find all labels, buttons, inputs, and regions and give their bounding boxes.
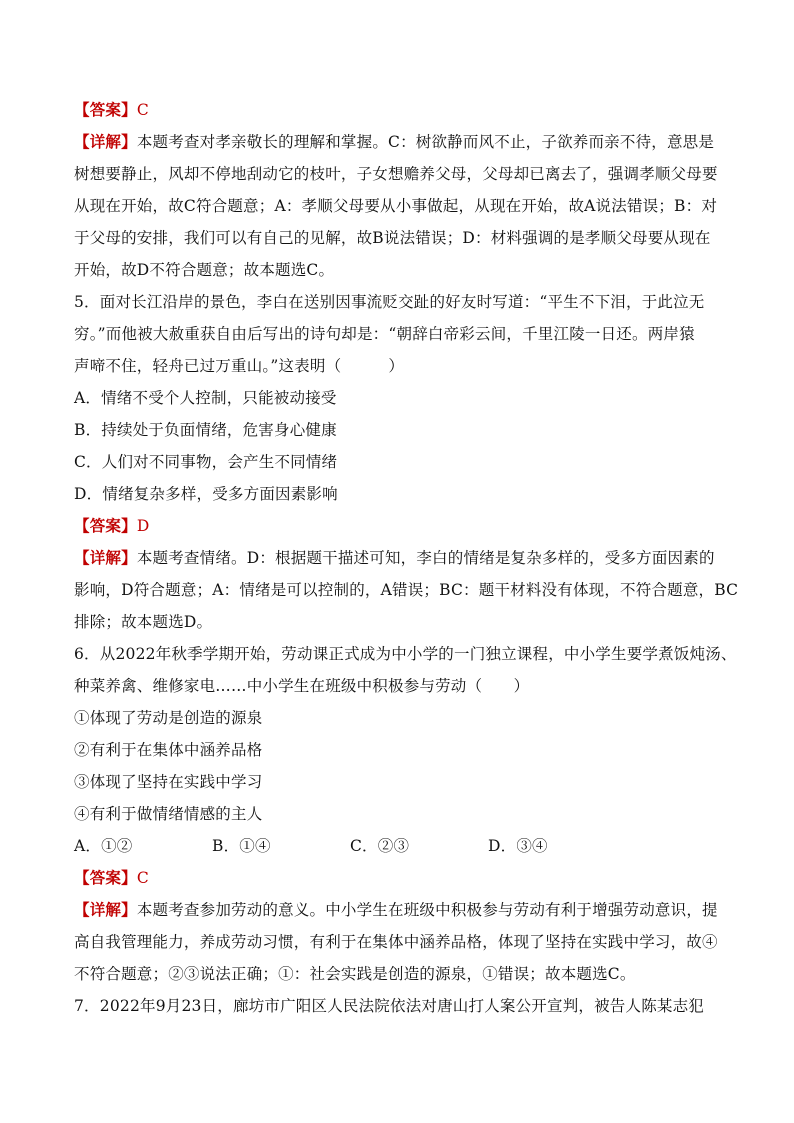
q6-stem-line: 种菜养禽、维修家电……中小学生在班级中积极参与劳动（ ） <box>74 677 530 695</box>
q6-answer <box>74 868 724 888</box>
q5-stem-line: 穷。”而他被大赦重获自由后写出的诗句却是：“朝辞白帝彩云间，千里江陵一日还。两岸猿 <box>74 325 695 343</box>
answer-value: C <box>136 869 149 887</box>
q5-option: B．持续处于负面情绪，危害身心健康 <box>74 421 337 439</box>
q6-detail-line: 【详解】本题考查参加劳动的意义。中小学生在班级中积极参与劳动有利于增强劳动意识，提 <box>74 900 718 919</box>
q4-detail-line: 从现在开始，故C符合题意；A：孝顺父母要从小事做起，从现在开始，故A说法错误；B：对 <box>74 197 718 215</box>
q5-detail-line: 排除；故本题选D。 <box>74 613 213 631</box>
answer-value: D <box>136 517 150 535</box>
answer-label: 【答案】 <box>74 516 137 535</box>
q7-stem-line: 7．2022年9月23日，廊坊市广阳区人民法院依法对唐山打人案公开宣判，被告人陈某志犯 <box>74 997 704 1015</box>
q6-option: B．①④ <box>212 837 271 855</box>
answer-label: 【答案】 <box>74 100 137 119</box>
q4-detail-line: 【详解】本题考查对孝亲敬长的理解和掌握。C：树欲静而风不止，子欲养而亲不待，意思是 <box>74 132 715 151</box>
detail-label: 【详解】 <box>74 900 137 919</box>
q6-statement: ③体现了坚持在实践中学习 <box>74 773 263 791</box>
q6-statement: ①体现了劳动是创造的源泉 <box>74 709 263 727</box>
q6-option: D．③④ <box>488 837 548 855</box>
q4-detail-line: 于父母的安排，我们可以有自己的见解，故B说法错误；D：材料强调的是孝顺父母要从现在 <box>74 229 711 247</box>
q6-option: A．①② <box>74 837 133 855</box>
q4-detail-line: 开始，故D不符合题意；故本题选C。 <box>74 261 335 279</box>
q5-detail-line: 影响，D符合题意；A：情绪是可以控制的，A错误；BC：题干材料没有体现，不符合题意，BC <box>74 581 739 599</box>
q4-answer <box>74 100 724 120</box>
q6-options <box>74 836 724 856</box>
q5-detail-line: 【详解】本题考查情绪。D：根据题干描述可知，李白的情绪是复杂多样的，受多方面因素的 <box>74 548 715 567</box>
q5-option: D．情绪复杂多样，受多方面因素影响 <box>74 485 338 503</box>
q4-detail-line: 树想要静止，风却不停地刮动它的枝叶，子女想赡养父母，父母却已离去了，强调孝顺父母要 <box>74 165 718 183</box>
q5-option: C．人们对不同事物，会产生不同情绪 <box>74 453 338 471</box>
q6-stem-line: 6．从2022年秋季学期开始，劳动课正式成为中小学的一门独立课程，中小学生要学煮饭炖汤、 <box>74 645 737 663</box>
answer-value: C <box>136 101 149 119</box>
q5-stem-line: 声啼不住，轻舟已过万重山。”这表明（ ） <box>74 357 405 375</box>
q5-stem-line: 5．面对长江沿岸的景色，李白在送别因事流贬交趾的好友时写道：“平生不下泪，于此泣无 <box>74 293 705 311</box>
q6-detail-line: 不符合题意；②③说法正确；①：社会实践是创造的源泉，①错误；故本题选C。 <box>74 965 636 983</box>
answer-label: 【答案】 <box>74 868 137 887</box>
detail-label: 【详解】 <box>74 132 137 151</box>
q5-option: A．情绪不受个人控制，只能被动接受 <box>74 389 337 407</box>
detail-label: 【详解】 <box>74 548 137 567</box>
q6-detail-line: 高自我管理能力，养成劳动习惯，有利于在集体中涵养品格，体现了坚持在实践中学习，故④ <box>74 933 718 951</box>
q5-answer <box>74 516 724 536</box>
q6-statement: ④有利于做情绪情感的主人 <box>74 805 263 823</box>
q6-option: C．②③ <box>350 837 410 855</box>
q6-statement: ②有利于在集体中涵养品格 <box>74 741 263 759</box>
